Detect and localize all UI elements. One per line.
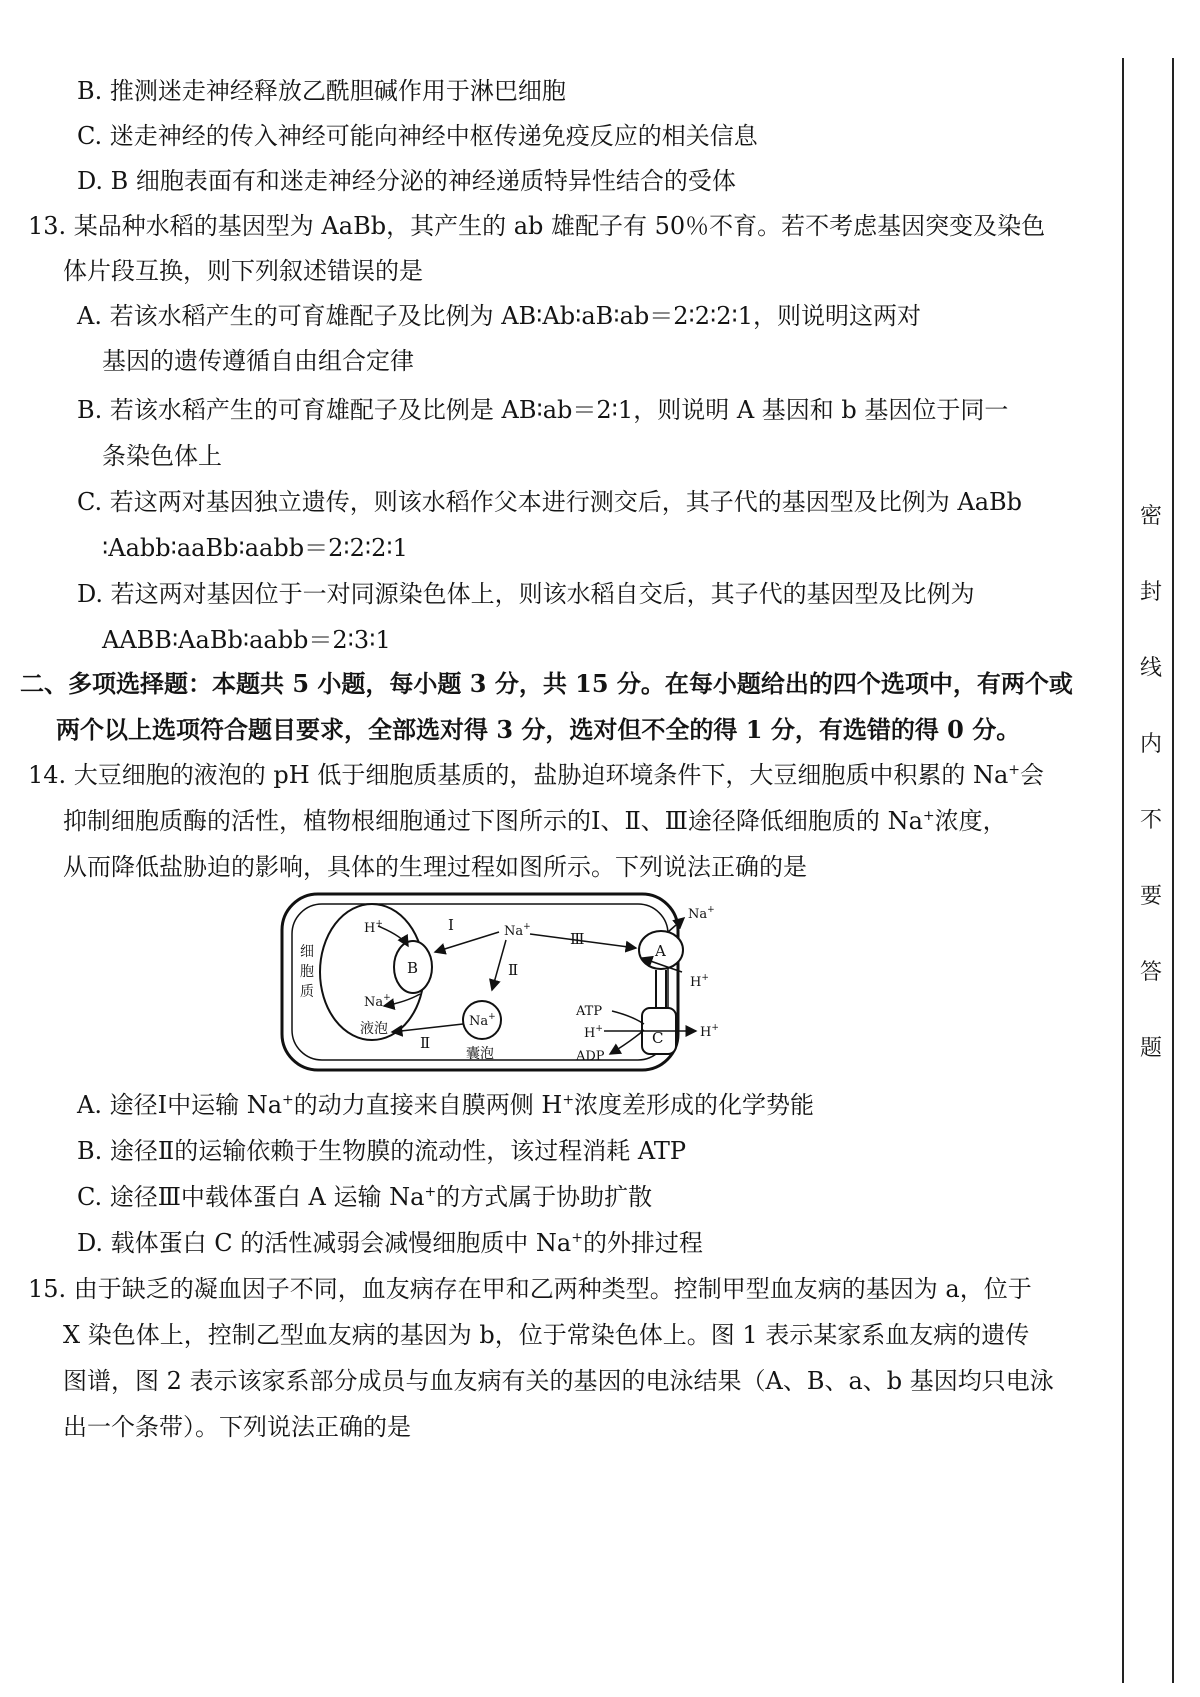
q14-option-b: B. 途径Ⅱ的运输依赖于生物膜的流动性，该过程消耗 ATP [77,1137,687,1165]
seal-char-1: 密 [1140,504,1163,529]
carrier-b-label: B [407,959,419,977]
seal-char-3: 线 [1140,656,1163,681]
section-2-heading-cont: 两个以上选项符合题目要求，全部选对得 3 分，选对但不全的得 1 分，有选错的得 0 分。 [56,715,1021,744]
seal-char-2: 封 [1140,580,1163,605]
q14-stem-cont-1: 抑制细胞质酶的活性，植物根细胞通过下图所示的Ⅰ、Ⅱ、Ⅲ途径降低细胞质的 Na+浓度， [63,807,1007,835]
seal-char-6: 要 [1140,884,1163,909]
q13-option-d-cont: AABB∶AaBb∶aabb＝2∶3∶1 [102,626,391,654]
seal-char-4: 内 [1140,732,1163,757]
q13-option-b: B. 若该水稻产生的可育雄配子及比例是 AB∶ab＝2∶1，则说明 A 基因和 b 基因位于同一 [77,396,1009,424]
cytoplasm-label-2: 胞 [300,964,314,980]
q13-option-d: D. 若这两对基因位于一对同源染色体上，则该水稻自交后，其子代的基因型及比例为 [77,580,975,608]
q13-stem-cont: 体片段互换，则下列叙述错误的是 [63,257,423,285]
h-ion-pumped-label: H+ [700,1023,719,1040]
cytoplasm-label-1: 细 [300,944,314,960]
route-1-arrow [435,932,499,952]
vacuole-label: 液泡 [360,1021,388,1037]
h-in-arrow [378,926,408,946]
q15-stem-cont-1: X 染色体上，控制乙型血友病的基因为 b，位于常染色体上。图 1 表示某家系血友病的遗传 [63,1321,1030,1349]
h-ion-outside-label: H+ [690,973,709,990]
q14-option-d: D. 载体蛋白 C 的活性减弱会减慢细胞质中 Na+的外排过程 [77,1229,703,1257]
vesicle-na-label: Na+ [469,1012,496,1029]
q15-stem-cont-3: 出一个条带）。下列说法正确的是 [63,1413,411,1441]
cell-wall [282,894,678,1070]
q14-stem: 14. 大豆细胞的液泡的 pH 低于细胞质基质的，盐胁迫环境条件下，大豆细胞质中积累的 Na+会 [28,761,1045,789]
adp-label: ADP [576,1049,605,1064]
adp-arrow [610,1030,644,1054]
route-2-arrow-down [492,940,506,990]
seal-line-left [1122,58,1124,1683]
na-ion-vacuole-label: Na+ [364,993,391,1010]
route-2-vacuole-label: Ⅱ [420,1034,431,1052]
sodium-transport-diagram [280,890,740,1080]
h-ion-pump-label: H+ [584,1024,603,1041]
q13-option-a-cont: 基因的遗传遵循自由组合定律 [102,347,414,375]
q13-option-c: C. 若这两对基因独立遗传，则该水稻作父本进行测交后，其子代的基因型及比例为 AaBb [77,488,1023,516]
q13-option-a: A. 若该水稻产生的可育雄配子及比例为 AB∶Ab∶aB∶ab＝2∶2∶2∶1，则说明这两对 [77,302,922,330]
route-2-vesicle-label: Ⅱ [508,961,519,979]
q13-option-b-cont: 条染色体上 [102,442,222,470]
q12-option-b: B. 推测迷走神经释放乙酰胆碱作用于淋巴细胞 [77,77,566,105]
seal-char-7: 答 [1140,960,1163,985]
h-ion-vacuole-label: H+ [364,919,383,936]
q12-option-d: D. B 细胞表面有和迷走神经分泌的神经递质特异性结合的受体 [77,167,736,195]
q13-stem: 13. 某品种水稻的基因型为 AaBb，其产生的 ab 雄配子有 50％不育。若不考虑基因突变及染色 [28,212,1046,240]
cytoplasm-label-3: 质 [300,984,314,1000]
q12-option-c: C. 迷走神经的传入神经可能向神经中枢传递免疫反应的相关信息 [77,122,758,150]
q14-option-a: A. 途径Ⅰ中运输 Na+的动力直接来自膜两侧 H+浓度差形成的化学势能 [77,1091,815,1119]
route-3-label: Ⅲ [570,930,585,948]
na-ion-outside-label: Na+ [688,905,715,922]
na-ion-cytoplasm-label: Na+ [504,922,531,939]
seal-char-5: 不 [1140,808,1163,833]
seal-char-8: 题 [1140,1036,1163,1061]
atp-label: ATP [576,1004,603,1019]
q14-stem-cont-2: 从而降低盐胁迫的影响，具体的生理过程如图所示。下列说法正确的是 [63,853,807,881]
atp-arrow [612,1011,644,1024]
q13-option-c-cont: ∶Aabb∶aaBb∶aabb＝2∶2∶2∶1 [102,534,408,562]
seal-line-right [1172,58,1174,1683]
carrier-c-label: C [652,1029,664,1047]
route-1-label: Ⅰ [448,916,454,934]
q14-option-c: C. 途径Ⅲ中载体蛋白 A 运输 Na+的方式属于协助扩散 [77,1183,653,1211]
vesicle-label: 囊泡 [466,1046,494,1062]
section-2-heading: 二、多项选择题：本题共 5 小题，每小题 3 分，共 15 分。在每小题给出的四个选项中，有两个或 [20,669,1073,698]
carrier-a-label: A [655,942,666,960]
q15-stem-cont-2: 图谱，图 2 表示该家系部分成员与血友病有关的基因的电泳结果（A、B、a、b 基因均只电泳 [63,1367,1054,1395]
q15-stem: 15. 由于缺乏的凝血因子不同，血友病存在甲和乙两种类型。控制甲型血友病的基因为 a，位于 [28,1275,1032,1303]
